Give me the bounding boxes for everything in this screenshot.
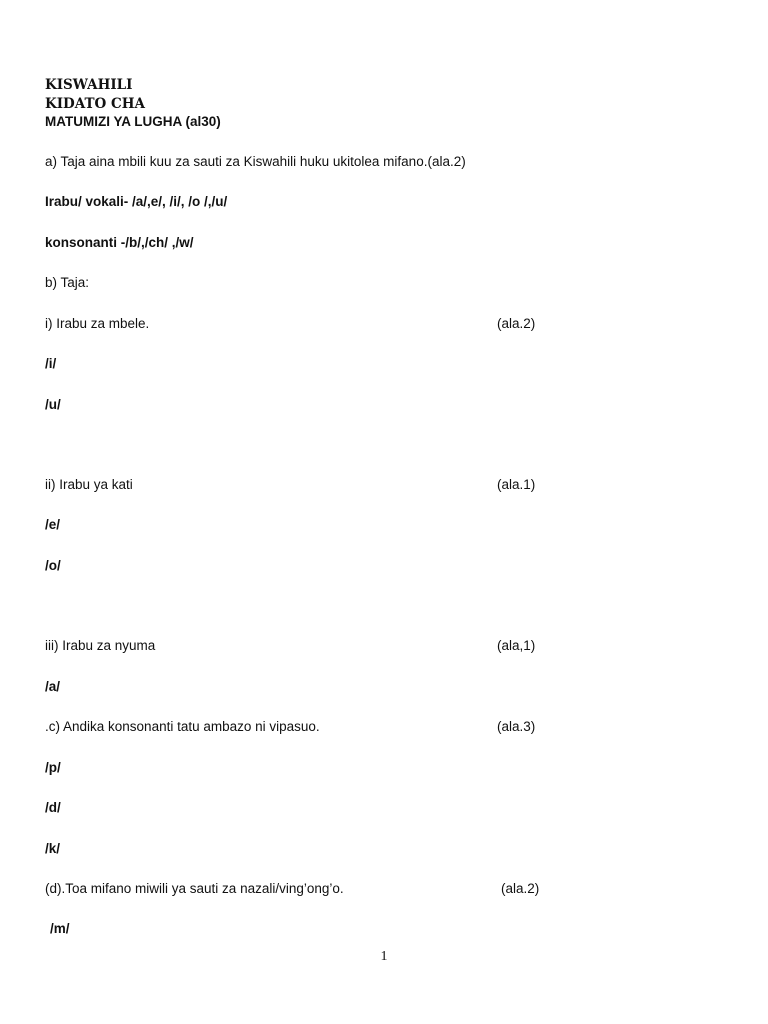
question-b-ii-prompt: ii) Irabu ya kati <box>45 477 133 492</box>
answer-line: /d/ <box>45 800 61 815</box>
question-a-prompt: a) Taja aina mbili kuu za sauti za Kiswahili huku ukitolea mifano.(ala.2) <box>45 154 466 169</box>
question-b-iii-marks: (ala,1) <box>497 638 536 653</box>
question-a-answer-consonants: konsonanti -/b/,/ch/ ,/w/ <box>45 235 194 250</box>
answer-line: /k/ <box>45 841 61 856</box>
form-heading: KIDATO CHA <box>45 96 145 112</box>
question-d-prompt: (d).Toa mifano miwili ya sauti za nazali/ving’ong’o. <box>45 881 344 896</box>
answer-line: /m/ <box>50 921 70 936</box>
question-c-marks: (ala.3) <box>497 719 536 734</box>
answer-line: /u/ <box>45 397 61 412</box>
question-b-prompt: b) Taja: <box>45 275 90 290</box>
page-number: 1 <box>380 949 388 964</box>
question-c-prompt: .c) Andika konsonanti tatu ambazo ni vipasuo. <box>45 719 320 734</box>
question-b-i-prompt: i) Irabu za mbele. <box>45 316 150 331</box>
question-b-iii-prompt: iii) Irabu za nyuma <box>45 638 156 653</box>
answer-line: /a/ <box>45 679 61 694</box>
answer-line: /e/ <box>45 517 61 532</box>
question-b-i-marks: (ala.2) <box>497 316 536 331</box>
subject-heading: KISWAHILI <box>45 77 133 93</box>
question-d-marks: (ala.2) <box>501 881 540 896</box>
question-a-answer-vowels: Irabu/ vokali- /a/,e/, /i/, /o /,/u/ <box>45 194 228 209</box>
answer-line: /i/ <box>45 356 57 371</box>
section-heading: MATUMIZI YA LUGHA (al30) <box>45 114 221 129</box>
question-b-ii-marks: (ala.1) <box>497 477 536 492</box>
answer-line: /o/ <box>45 558 61 573</box>
answer-line: /p/ <box>45 760 61 775</box>
